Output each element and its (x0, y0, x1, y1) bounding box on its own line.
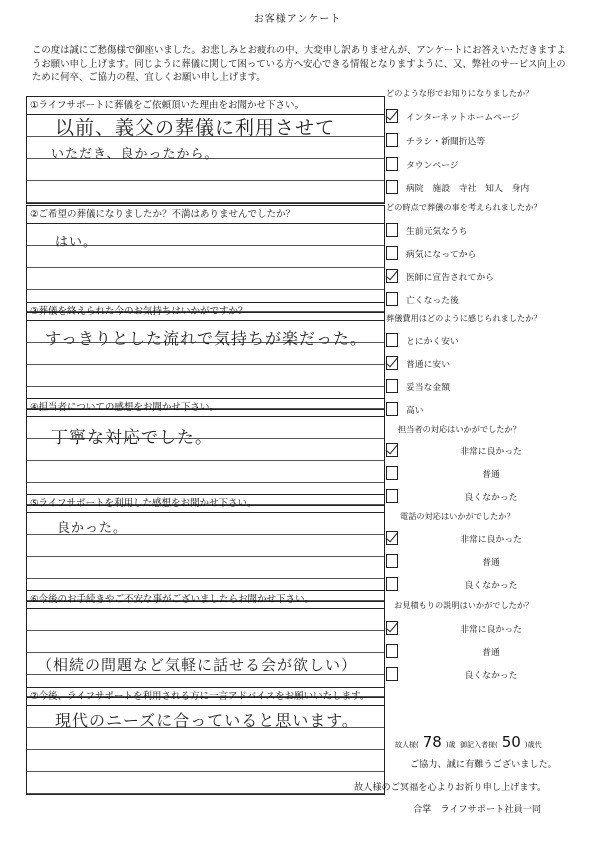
checkbox[interactable] (386, 577, 398, 591)
checkbox[interactable] (386, 292, 398, 306)
checkbox-option[interactable] (386, 221, 468, 239)
checkbox[interactable] (386, 269, 398, 283)
checkbox[interactable] (386, 466, 398, 480)
checkbox[interactable] (386, 180, 398, 194)
question-label: ③葬儀を終えられた今のお気持ちはいかがですか？ (27, 303, 384, 321)
deceased-age-suffix: )歳 (445, 741, 456, 749)
option-label: チラシ・新聞折込等 (406, 136, 486, 147)
option-label: 生前元気なうち (406, 226, 468, 237)
question-label: ⑥今後のお手続きやご不安な事がございましたらお聞かせ下さい。 (27, 591, 384, 609)
question-box-2 (26, 205, 385, 313)
section-heading: 担当者の対応はいかがでしたか？ (398, 424, 521, 434)
checkbox-option[interactable] (386, 178, 529, 196)
question-box-7 (26, 687, 385, 795)
answer-line: はい。 (55, 235, 98, 250)
deceased-age-value: 78 (422, 733, 442, 751)
closing-thanks: ご協力、誠に有難うございました。 (410, 759, 557, 770)
section-heading: お見積もりの説明はいかがでしたか？ (394, 600, 534, 610)
question-box-6 (26, 590, 385, 698)
writer-age-value: 50 (501, 733, 521, 751)
checkbox-option[interactable] (386, 131, 485, 149)
answer-line: 現代のニーズに合っていると思います。 (55, 711, 359, 730)
option-label: 妥当な金額 (406, 382, 450, 393)
checkbox-option[interactable] (386, 487, 586, 505)
checkbox-option[interactable] (386, 552, 586, 570)
section-heading: どのような形でお知りになりましたか？ (386, 88, 534, 98)
writer-age-suffix: )歳代 (524, 741, 542, 749)
option-label: 良くなかった (464, 492, 518, 503)
option-label: 医師に宣告されてから (406, 272, 494, 283)
checkbox-option[interactable] (386, 107, 519, 125)
closing-signature: 合掌 ライフサポート社員一同 (413, 804, 542, 815)
checkbox[interactable] (386, 133, 398, 147)
option-label: 高い (406, 405, 424, 416)
option-label: 普通に安い (406, 359, 450, 370)
answer-line: （相続の問題など気軽に話せる会が欲しい） (37, 656, 358, 674)
answer-line: 丁寧な対応でした。 (51, 428, 213, 448)
writer-age-label: 御記入者様( (460, 741, 498, 749)
question-label: ①ライフサポートに葬儀をご依頼頂いた理由をお聞かせ下さい。 (27, 97, 384, 115)
checkbox[interactable] (386, 356, 398, 370)
checkbox[interactable] (386, 644, 398, 658)
checkbox-option[interactable] (386, 244, 476, 262)
checkbox-option[interactable] (386, 575, 586, 593)
section-heading: どの時点で葬儀の事を考えられましたか？ (386, 202, 542, 212)
checkbox-option[interactable] (386, 665, 586, 683)
option-label: 普通 (482, 557, 500, 568)
deceased-age-label: 故人様( (395, 741, 419, 749)
question-label: ④担当者についての感想をお聞かせ下さい。 (27, 399, 384, 417)
checkbox-option[interactable] (386, 529, 586, 547)
question-label: ⑦今後、ライフサポートを利用される方に一言アドバイスをお願いいたします。 (27, 688, 384, 706)
checkbox[interactable] (386, 223, 398, 237)
option-label: タウンページ (406, 160, 459, 171)
checkbox[interactable] (386, 109, 398, 123)
option-label: 良くなかった (464, 670, 518, 681)
checkbox-option[interactable] (386, 400, 424, 418)
section-heading: 葬儀費用はどのように感じられましたか？ (386, 313, 542, 323)
checkbox-option[interactable] (386, 464, 586, 482)
section-heading: 電話の対応はいかがでしたか？ (400, 511, 515, 521)
checkbox[interactable] (386, 667, 398, 681)
option-label: インターネットホームページ (406, 112, 520, 123)
question-label: ⑤ライフサポートを利用した感想をお聞かせ下さい。 (27, 495, 384, 513)
option-label: 非常に良かった (460, 534, 522, 545)
option-label: 良くなかった (464, 580, 518, 591)
checkbox[interactable] (386, 489, 398, 503)
answer-line: すっきりとした流れで気持ちが楽だった。 (45, 329, 368, 348)
question-box-5 (26, 494, 385, 602)
checkbox[interactable] (386, 554, 398, 568)
option-label: とにかく安い (406, 336, 459, 347)
question-box-1 (26, 96, 385, 204)
question-box-3 (26, 302, 385, 410)
checkbox[interactable] (386, 531, 398, 545)
checkbox-option[interactable] (386, 642, 586, 660)
checkbox[interactable] (386, 379, 398, 393)
checkbox[interactable] (386, 443, 398, 457)
checkbox[interactable] (386, 402, 398, 416)
question-label: ②ご希望の葬儀になりましたか？不満はありませんでしたか？ (27, 206, 384, 224)
age-info (395, 733, 542, 751)
checkbox[interactable] (386, 333, 398, 347)
option-label: 病院 施設 寺社 知人 身内 (406, 183, 530, 194)
checkbox[interactable] (386, 246, 398, 260)
answer-line: 以前、義父の葬儀に利用させて (55, 117, 336, 139)
checkbox-option[interactable] (386, 619, 586, 637)
page-title: お客様アンケート (253, 14, 342, 25)
intro-text: この度は誠にご愁傷様で御座いました。お悲しみとお疲れの中、大変申し訳ありませんが、アンケートにお答えいただきますようお願い申し上げます。同じように葬儀に関して困っている方へ安心できる情報となりますように、又、弊社のサービス向上のために何卒、ご協力の程、宜しくお願い申し上げます。 (32, 45, 566, 83)
option-label: 亡くなった後 (406, 295, 459, 306)
option-label: 非常に良かった (460, 624, 522, 635)
option-label: 非常に良かった (460, 446, 522, 457)
answer-line: いただき、良かったから。 (51, 147, 219, 162)
checkbox-option[interactable] (386, 331, 459, 349)
checkbox[interactable] (386, 157, 398, 171)
closing-condolence: 故人様のご冥福を心よりお祈り申し上げます。 (354, 782, 547, 793)
checkbox-option[interactable] (386, 290, 459, 308)
checkbox-option[interactable] (386, 354, 450, 372)
checkbox-option[interactable] (386, 377, 450, 395)
checkbox-option[interactable] (386, 267, 494, 285)
checkbox-option[interactable] (386, 155, 459, 173)
checkbox[interactable] (386, 621, 398, 635)
option-label: 普通 (482, 469, 500, 480)
option-label: 普通 (482, 647, 500, 658)
option-label: 病気になってから (406, 249, 477, 260)
question-box-4 (26, 398, 385, 506)
answer-line: 良かった。 (57, 521, 128, 536)
checkbox-option[interactable] (386, 441, 586, 459)
